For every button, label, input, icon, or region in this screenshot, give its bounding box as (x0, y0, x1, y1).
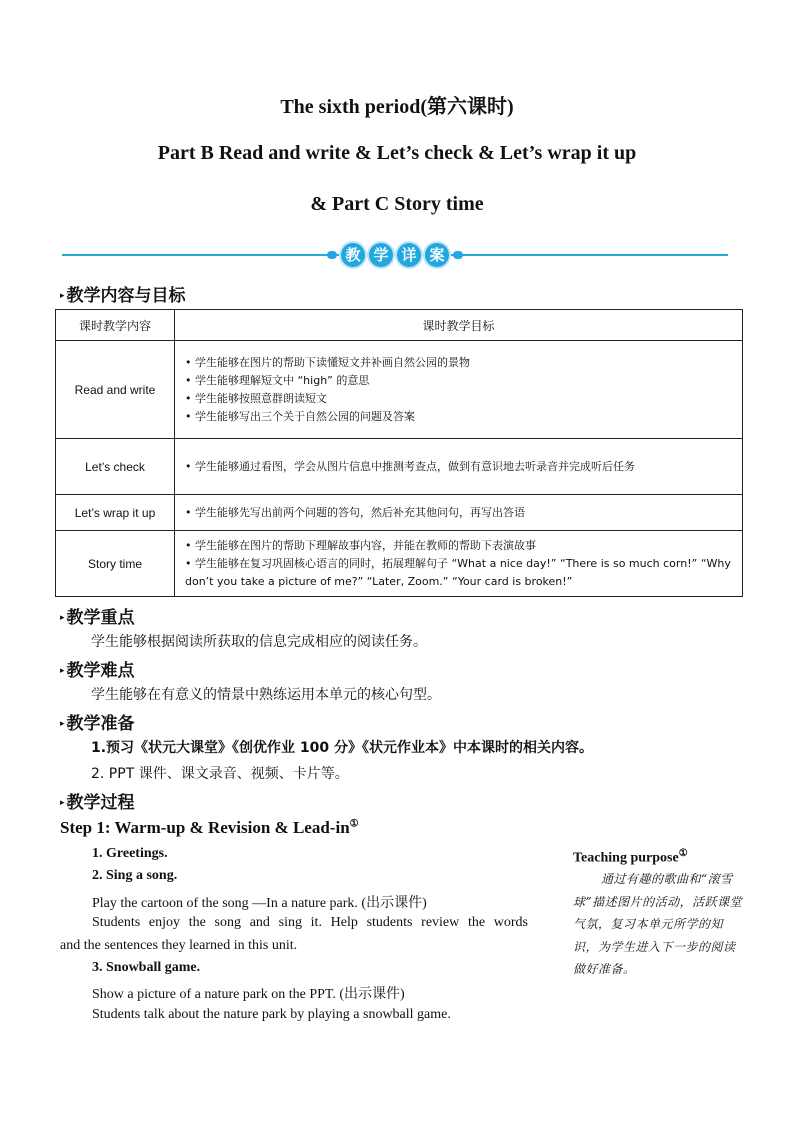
table-row (56, 495, 743, 531)
goal-cell (175, 531, 743, 597)
step-text: Play the cartoon of the song —In a nature park. (出示课件) (92, 896, 427, 911)
goal-item: • 学生能够在图片的帮助下读懂短文并补画自然公园的景物 (185, 355, 470, 369)
table-header-lesson: 课时教学内容 (56, 310, 175, 341)
table-row (56, 439, 743, 495)
goal-cell (175, 439, 743, 495)
goal-item: • 学生能够在复习巩固核心语言的同时，拓展理解句子 “What a nice day!” “There is so much corn!” “Why don’t you take a picture of me?” “Later, Zoom.” “Your card is broken!” (185, 556, 731, 588)
goal-item: • 学生能够写出三个关于自然公园的问题及答案 (185, 409, 415, 423)
banner-cap-left (327, 251, 337, 259)
goals-table (55, 309, 743, 597)
table-header-goals: 课时教学目标 (175, 310, 743, 341)
step-item-greetings: 1. Greetings. (92, 846, 168, 861)
lesson-cell: Story time (56, 531, 175, 597)
section-heading-process: ▸ 教学过程 (60, 793, 135, 813)
step-item-snowball-game: 3. Snowball game. (92, 960, 201, 975)
goal-item: • 学生能够理解短文中 “high” 的意思 (185, 373, 370, 387)
difficulties-text: 学生能够在有意义的情景中熟练运用本单元的核心句型。 (91, 687, 441, 703)
preparation-item-1: 1.预习《状元大课堂》《创优作业 100 分》《状元作业本》中本课时的相关内容。 (91, 740, 594, 756)
lesson-cell: Let’s wrap it up (56, 495, 175, 531)
teaching-plan-banner (62, 242, 728, 268)
banner-cap-right (453, 251, 463, 259)
step-text: Students enjoy the song and sing it. Help students review the words (92, 915, 528, 930)
banner-badge (327, 242, 463, 268)
triangle-bullet-icon: ▸ (60, 666, 65, 676)
step-text: and the sentences they learned in this unit. (60, 938, 298, 953)
goal-item: • 学生能够先写出前两个问题的答句，然后补充其他问句，再写出答语 (185, 505, 525, 519)
banner-char: 详 (397, 243, 421, 267)
banner-char: 学 (369, 243, 393, 267)
banner-char: 教 (341, 243, 365, 267)
preparation-item-2: 2. PPT 课件、课文录音、视频、卡片等。 (91, 766, 349, 782)
lesson-cell: Let’s check (56, 439, 175, 495)
triangle-bullet-icon: ▸ (60, 291, 65, 301)
triangle-bullet-icon: ▸ (60, 798, 65, 808)
section-heading-preparation: ▸ 教学准备 (60, 714, 135, 734)
step-text: Show a picture of a nature park on the PPT. (出示课件) (92, 987, 405, 1002)
footnote-marker: ① (349, 818, 359, 830)
table-row (56, 531, 743, 597)
table-header-row (56, 310, 743, 341)
lesson-subtitle-2: & Part C Story time (310, 193, 484, 215)
teaching-purpose-title: Teaching purpose① (573, 848, 688, 866)
banner-char: 案 (425, 243, 449, 267)
footnote-marker: ① (678, 848, 688, 859)
step-1-heading: Step 1: Warm-up & Revision & Lead-in① (60, 818, 359, 837)
key-points-text: 学生能够根据阅读所获取的信息完成相应的阅读任务。 (91, 634, 427, 650)
goal-item: • 学生能够在图片的帮助下理解故事内容，并能在教师的帮助下表演故事 (185, 538, 536, 552)
goal-cell (175, 495, 743, 531)
section-heading-difficulties: ▸ 教学难点 (60, 661, 135, 681)
lesson-cell: Read and write (56, 341, 175, 439)
teaching-purpose-text: 通过有趣的歌曲和“滚雪球”描述图片的活动，活跃课堂气氛，复习本单元所学的知识，为学生进入下一步的阅读做好准备。 (573, 872, 743, 976)
lesson-subtitle: Part B Read and write & Let’s check & Let’s wrap it up (157, 142, 637, 164)
triangle-bullet-icon: ▸ (60, 719, 65, 729)
lesson-title: The sixth period(第六课时) (280, 96, 514, 118)
section-heading-key-points: ▸ 教学重点 (60, 608, 135, 628)
triangle-bullet-icon: ▸ (60, 613, 65, 623)
section-heading-content-goals: ▸ 教学内容与目标 (60, 286, 186, 306)
goal-item: • 学生能够通过看图，学会从图片信息中推测考查点，做到有意识地去听录音并完成听后任务 (185, 459, 635, 473)
goal-cell (175, 341, 743, 439)
step-text: Students talk about the nature park by playing a snowball game. (92, 1007, 451, 1022)
table-row (56, 341, 743, 439)
goal-item: • 学生能够按照意群朗读短文 (185, 391, 327, 405)
step-item-sing-song: 2. Sing a song. (92, 868, 178, 883)
